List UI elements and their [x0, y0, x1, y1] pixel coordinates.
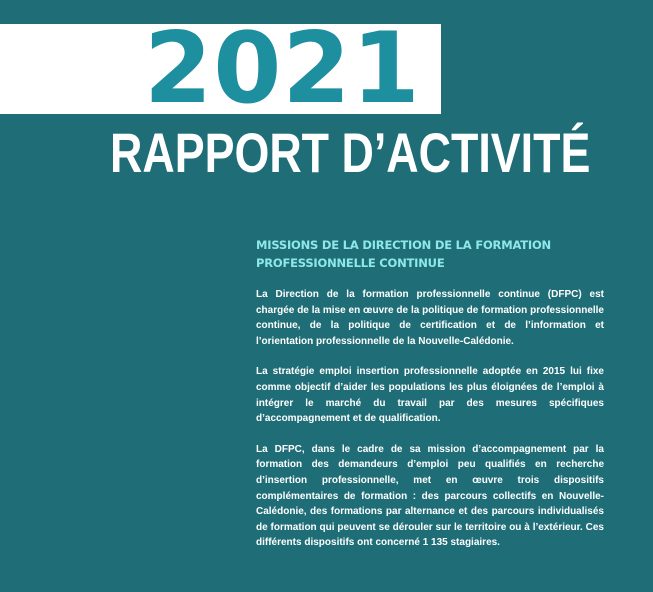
paragraph-strategy: La stratégie emploi insertion professionnelle adoptée en 2015 lui fixe comme objectif d’aider les populations les plus éloignées de l’emploi à intégrer le marché du travail par des mesures spécifiques d’accompagnement et de qualification. — [256, 366, 604, 425]
section-heading — [256, 236, 604, 272]
report-year: 2021 — [144, 12, 421, 126]
paragraph-mission: La Direction de la formation professionnelle continue (DFPC) est chargée de la mise en œuvre de la politique de formation professionnelle continue, de la politique de certification et de l’information et l’orientation professionnelle de la Nouvelle-Calédonie. — [256, 289, 604, 347]
section-heading-line-1: MISSIONS DE LA DIRECTION DE LA FORMATION — [256, 238, 551, 252]
section-heading-line-2: PROFESSIONNELLE CONTINUE — [256, 256, 445, 270]
paragraph-dispositifs: La DFPC, dans le cadre de sa mission d’accompagnement par la formation des demandeurs d’emploi peu qualifiés en recherche d’insertion professionnelle, met en œuvre trois dispositifs complémentaires de formation : des parcours collectifs en Nouvelle-Calédonie, des formations par alternance et des parcours individualisés de formation qui peuvent se dérouler sur le territoire ou à l’extérieur. Ces différents dispositifs ont concerné 1 135 stagiaires. — [256, 443, 604, 549]
report-title: RAPPORT D’ACTIVITÉ — [110, 121, 591, 184]
missions-section — [256, 236, 604, 566]
